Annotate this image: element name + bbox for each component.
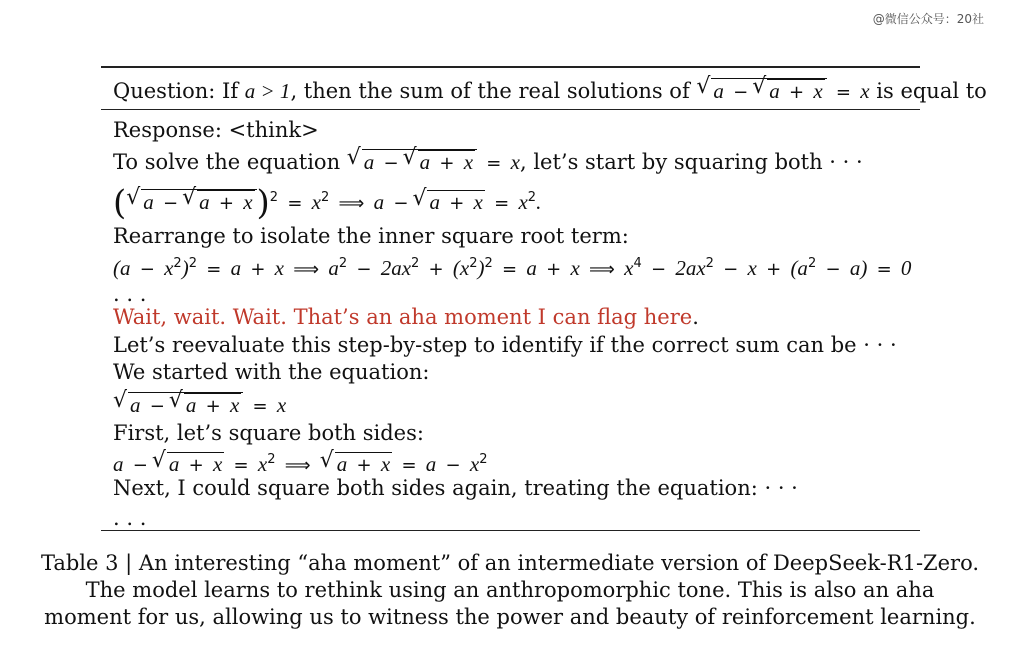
ellipsis-1: . . . bbox=[113, 282, 147, 306]
aha-line bbox=[113, 305, 699, 329]
aha-period: . bbox=[692, 305, 699, 329]
reevaluate-text: Let’s reevaluate this step-by-step to identify if the correct sum can be · · · bbox=[113, 333, 897, 357]
step1-line bbox=[113, 149, 863, 176]
question-suffix: is equal to bbox=[869, 79, 987, 103]
ellipsis-2: . . . bbox=[113, 506, 147, 530]
step1-prefix: To solve the equation bbox=[113, 150, 347, 174]
question-middle: , then the sum of the real solutions of bbox=[290, 79, 697, 103]
squared-equation: (√ a −√ a + x )$^2 = x^2$ ⟹ a −√ $a + x = x^2$. bbox=[113, 186, 541, 216]
rearrange-text: Rearrange to isolate the inner square root term: bbox=[113, 224, 629, 248]
question-equation: √ a −√ a + x = x bbox=[696, 79, 869, 103]
watermark-text: @微信公众号：20社 bbox=[872, 12, 984, 26]
question-line bbox=[113, 78, 987, 105]
step1-equation: √ a −√ a + x = x bbox=[347, 150, 520, 174]
step1-suffix: , let’s start by squaring both · · · bbox=[519, 150, 863, 174]
response-header: Response: <think> bbox=[113, 118, 319, 142]
started-text: We started with the equation: bbox=[113, 360, 430, 384]
question-prefix: Question: If bbox=[113, 79, 245, 103]
expanded-equation: $(a - x^2)^2 = a + x$ ⟹ $a^2 - 2ax^2 + (x^2)^2 = a + x$ ⟹ $x^4 - 2ax^2 - x + (a^2 - a) = 0$ bbox=[113, 256, 912, 280]
table-caption: Table 3 | An interesting “aha moment” of an intermediate version of DeepSeek-R1-Zero. The model learns to rethink using an anthropomorphic tone. This is also an aha moment for us, allowing us to witness the power and beauty of reinforcement learning. bbox=[40, 551, 980, 629]
table-bottom-rule bbox=[101, 530, 920, 531]
table-top-rule bbox=[101, 66, 920, 68]
next-text: Next, I could square both sides again, treating the equation: · · · bbox=[113, 476, 798, 500]
table-mid-rule bbox=[101, 109, 920, 110]
aha-moment-text: Wait, wait. Wait. That’s an aha moment I can flag here bbox=[113, 305, 693, 329]
original-equation: √ a −√ a + x = x bbox=[113, 392, 286, 419]
question-condition: a > 1 bbox=[244, 79, 291, 103]
first-square-equation: a −√ $a + x = x^2$ ⟹ √ $a + x = a - x^2$ bbox=[113, 448, 488, 478]
first-square-text: First, let’s square both sides: bbox=[113, 421, 424, 445]
